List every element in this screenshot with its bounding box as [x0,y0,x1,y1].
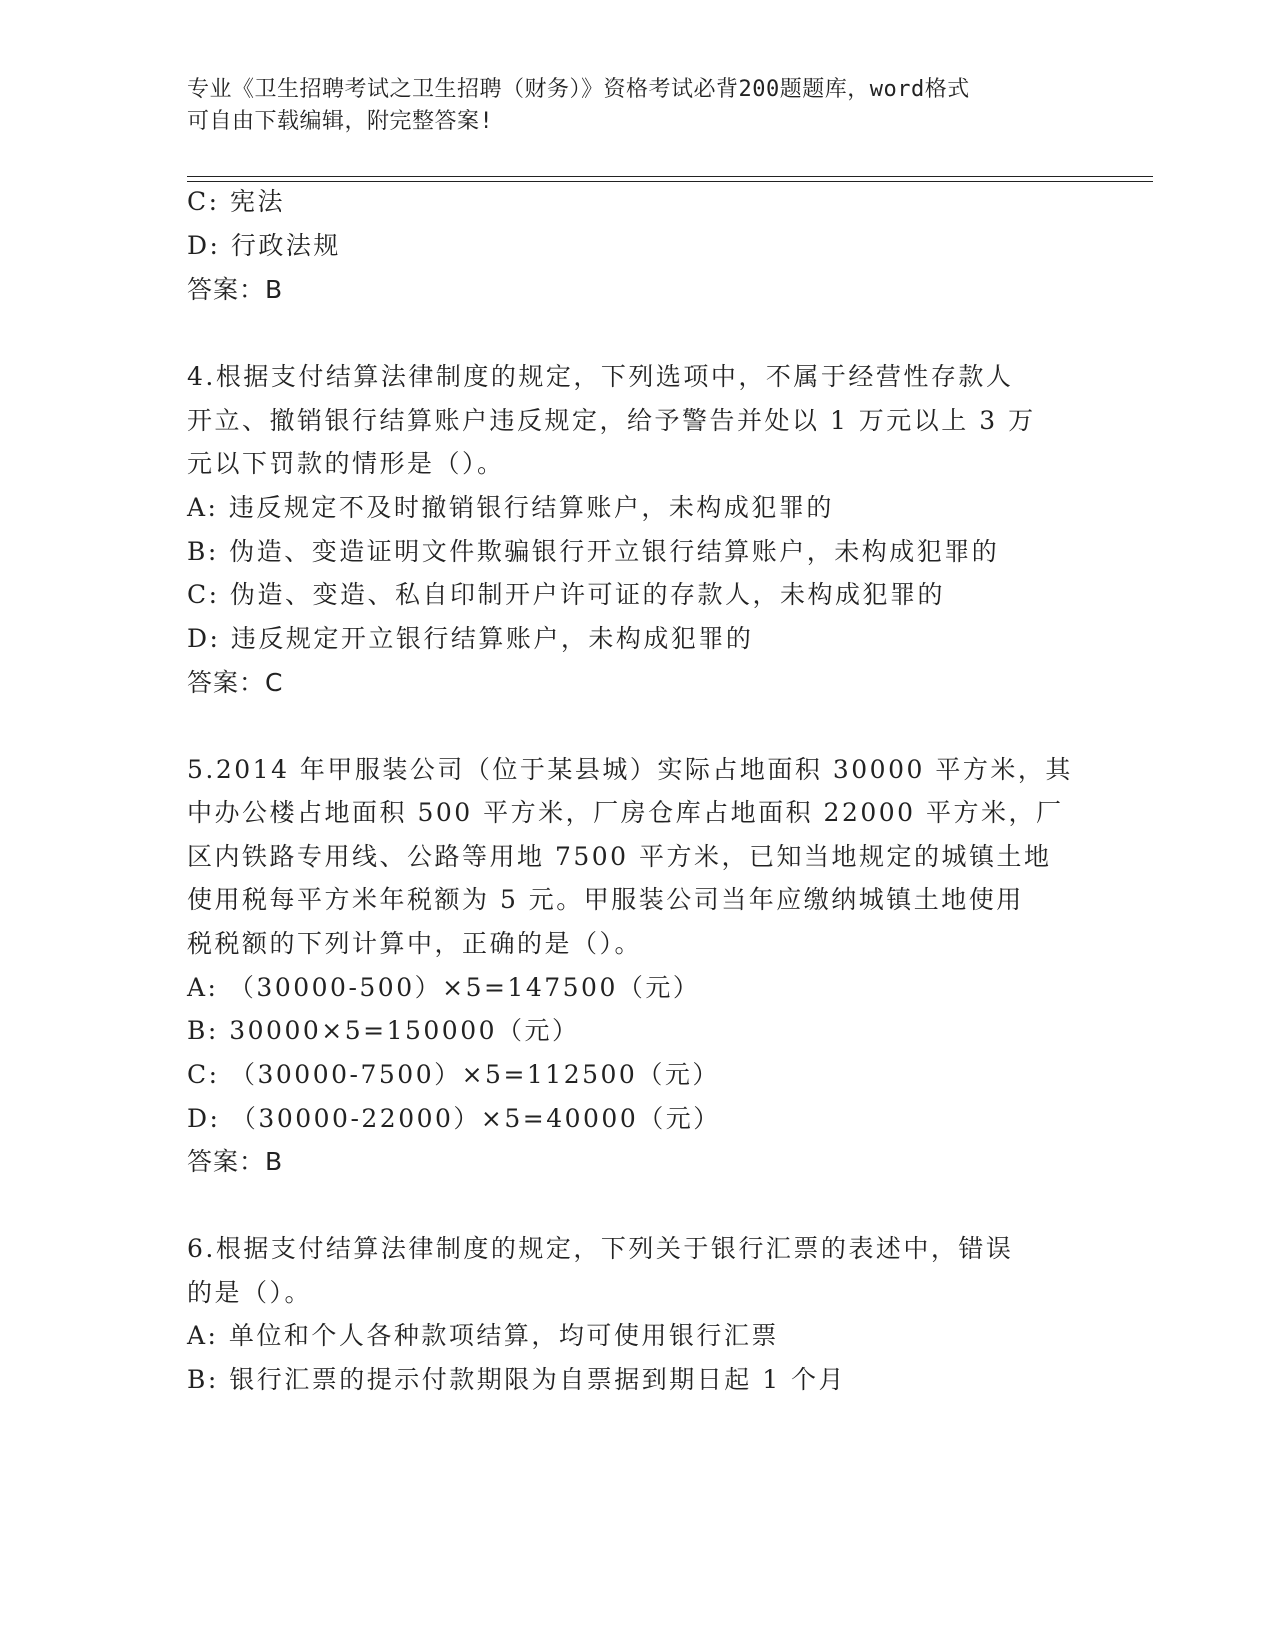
q4-option-a: A: 违反规定不及时撤销银行结算账户，未构成犯罪的 [187,493,834,522]
q6-stem-line-2: 的是（）。 [187,1278,313,1307]
prev-option-c: C: 宪法 [187,187,285,216]
q5-stem-line-3: 区内铁路专用线、公路等用地 7500 平方米，已知当地规定的城镇土地 [187,842,1052,871]
q4-option-b: B: 伪造、变造证明文件欺骗银行开立银行结算账户，未构成犯罪的 [187,537,1000,566]
q5-stem-line-5: 税税额的下列计算中，正确的是（）。 [187,929,643,958]
prev-option-d: D: 行政法规 [187,231,341,260]
q4-answer: 答案：C [187,668,284,697]
q5-stem-line-4: 使用税每平方米年税额为 5 元。甲服装公司当年应缴纳城镇土地使用 [187,885,1024,914]
q5-option-b: B: 30000×5=150000（元） [187,1016,580,1045]
q6-stem-line-1: 6.根据支付结算法律制度的规定，下列关于银行汇票的表述中，错误 [187,1234,1014,1263]
q4-stem-line-3: 元以下罚款的情形是（）。 [187,449,505,478]
header-title [187,74,1087,138]
q4-stem-line-1: 4.根据支付结算法律制度的规定，下列选项中，不属于经营性存款人 [187,362,1014,391]
q5-option-d: D: （30000-22000）×5=40000（元） [187,1104,721,1133]
q6-option-a: A: 单位和个人各种款项结算，均可使用银行汇票 [187,1321,779,1350]
header-line-1: 专业《卫生招聘考试之卫生招聘（财务）》资格考试必背200题题库，word格式 [187,77,970,102]
q5-stem-line-2: 中办公楼占地面积 500 平方米，厂房仓库占地面积 22000 平方米，厂 [187,798,1064,827]
q5-answer: 答案：B [187,1147,284,1176]
q4-option-d: D: 违反规定开立银行结算账户，未构成犯罪的 [187,624,754,653]
q5-stem-line-1: 5.2014 年甲服装公司（位于某县城）实际占地面积 30000 平方米，其 [187,755,1073,784]
prev-answer: 答案：B [187,275,284,304]
q5-option-a: A: （30000-500）×5=147500（元） [187,973,701,1002]
header-divider-top [187,176,1153,177]
q4-option-c: C: 伪造、变造、私自印制开户许可证的存款人，未构成犯罪的 [187,580,946,609]
q4-stem-line-2: 开立、撤销银行结算账户违反规定，给予警告并处以 1 万元以上 3 万 [187,406,1036,435]
header-divider-bottom [187,181,1153,182]
q6-option-b: B: 银行汇票的提示付款期限为自票据到期日起 1 个月 [187,1365,847,1394]
q5-option-c: C: （30000-7500）×5=112500（元） [187,1060,720,1089]
header-line-2: 可自由下载编辑，附完整答案! [187,109,494,134]
